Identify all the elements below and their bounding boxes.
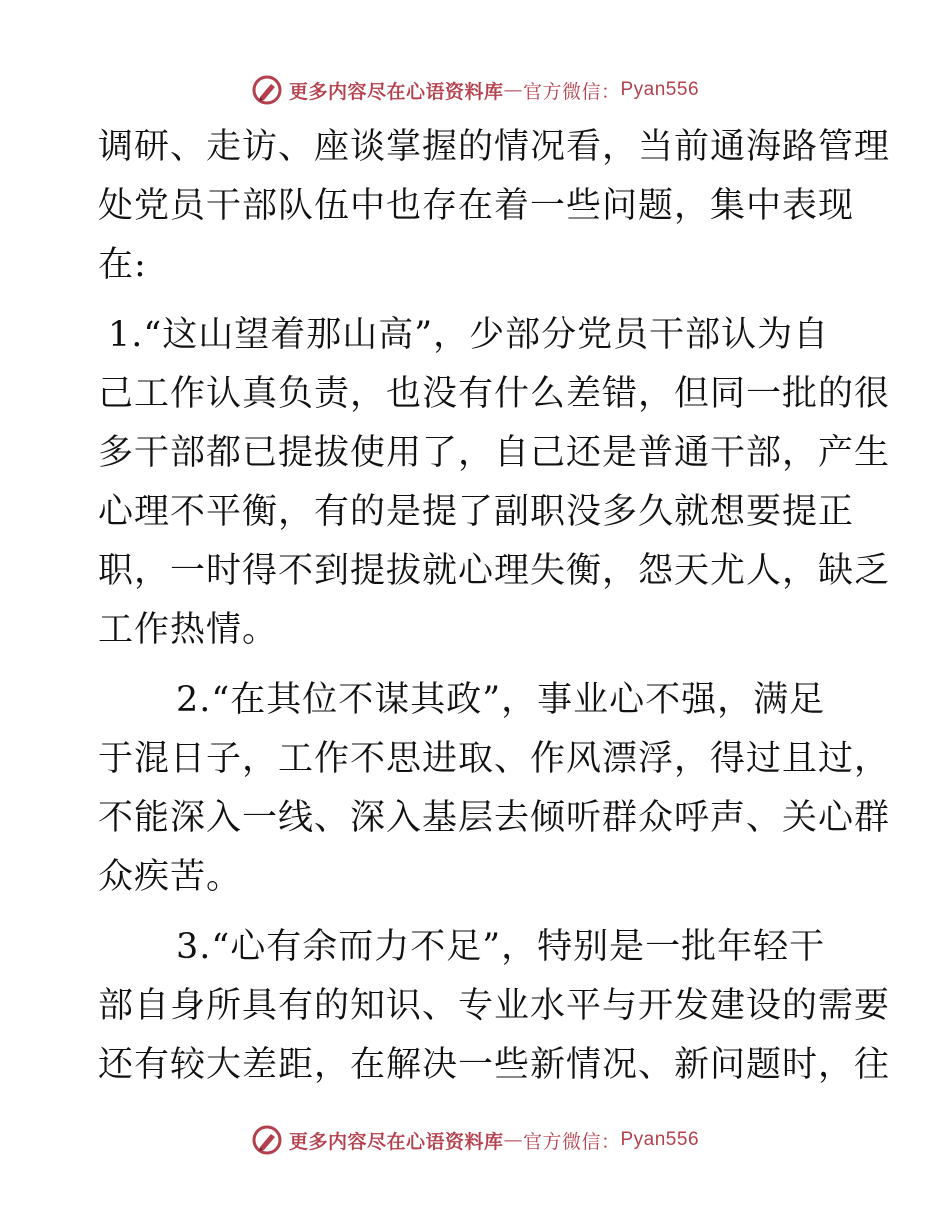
paragraph-intro <box>98 118 891 295</box>
paragraph-item-2 <box>98 671 891 907</box>
header-watermark <box>0 70 950 110</box>
text-line: 处党员干部队伍中也存在着一些问题，集中表现 <box>98 186 855 226</box>
watermark-wechat-label: 官方微信： <box>522 1130 621 1153</box>
text-line: 众疾苦。 <box>98 857 243 897</box>
text-line: 3.“心有余而力不足”，特别是一批年轻干 <box>176 927 826 967</box>
text-line: 1.“这山望着那山高”，少部分党员干部认为自 <box>108 315 830 355</box>
text-line: 调研、走访、座谈掌握的情况看，当前通海路管理 <box>98 127 891 167</box>
text-line: 2.“在其位不谋其政”，事业心不强，满足 <box>176 680 826 720</box>
watermark-separator: — <box>503 1129 523 1151</box>
watermark-brand: 更多内容尽在心语资料库 <box>288 1130 504 1153</box>
watermark-brand: 更多内容尽在心语资料库 <box>288 80 504 103</box>
footer-watermark <box>0 1120 950 1160</box>
text-line: 在: <box>98 245 147 285</box>
pen-logo-icon <box>251 1124 283 1156</box>
watermark-wechat-id: Pyan556 <box>620 1129 700 1150</box>
text-line: 不能深入一线、深入基层去倾听群众呼声、关心群 <box>98 798 891 838</box>
text-line: 部自身所具有的知识、专业水平与开发建设的需要 <box>98 986 891 1026</box>
text-line: 还有较大差距，在解决一些新情况、新问题时，往 <box>98 1045 891 1085</box>
text-line: 工作热情。 <box>98 610 279 650</box>
paragraph-item-1 <box>98 306 891 660</box>
text-line: 心理不平衡，有的是提了副职没多久就想要提正 <box>98 492 855 532</box>
paragraph-item-3 <box>98 918 891 1095</box>
text-line: 职，一时得不到提拔就心理失衡，怨天尤人，缺乏 <box>98 551 891 591</box>
text-line: 己工作认真负责，也没有什么差错，但同一批的很 <box>98 374 891 414</box>
watermark-wechat-label: 官方微信： <box>522 80 621 103</box>
document-body <box>98 118 891 1095</box>
watermark-wechat-id: Pyan556 <box>620 79 700 100</box>
watermark-separator: — <box>503 79 523 101</box>
pen-logo-icon <box>251 74 283 106</box>
text-line: 于混日子，工作不思进取、作风漂浮，得过且过， <box>98 739 891 779</box>
text-line: 多干部都已提拔使用了，自己还是普通干部，产生 <box>98 433 891 473</box>
